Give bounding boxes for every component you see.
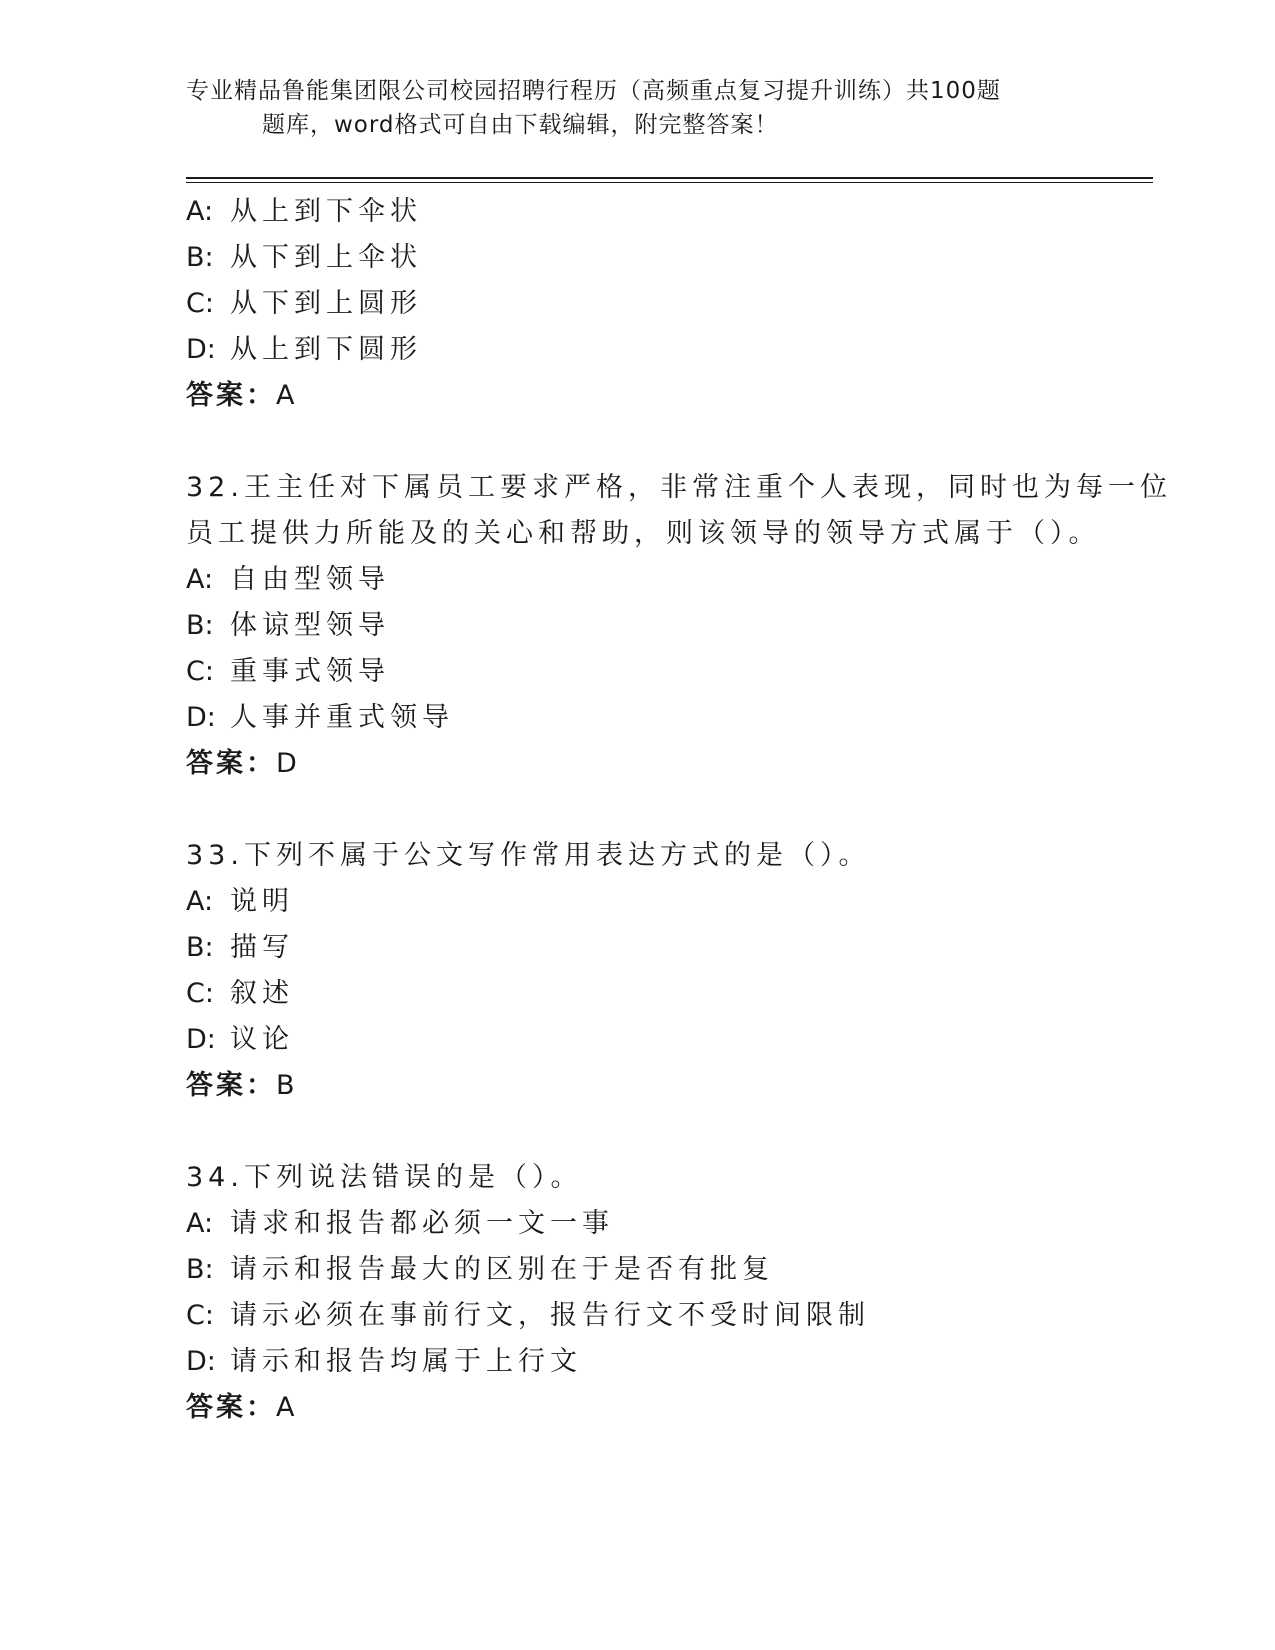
question-text: 33.下列不属于公文写作常用表达方式的是（）。 bbox=[186, 840, 871, 871]
option-d bbox=[186, 1017, 1086, 1063]
option-c bbox=[186, 281, 1086, 327]
question-list bbox=[186, 189, 1172, 1431]
option-key: D: bbox=[186, 702, 216, 733]
question-spacer bbox=[186, 787, 1086, 833]
option-b bbox=[186, 1247, 1086, 1293]
option-text: 描写 bbox=[230, 932, 294, 963]
option-a bbox=[186, 189, 1086, 235]
option-a bbox=[186, 879, 1086, 925]
option-text: 体谅型领导 bbox=[230, 610, 390, 641]
option-a bbox=[186, 557, 1086, 603]
answer-value: A bbox=[276, 380, 297, 411]
option-key: C: bbox=[186, 1300, 214, 1331]
option-key: B: bbox=[186, 1254, 214, 1285]
option-key: A: bbox=[186, 886, 214, 917]
option-text: 请示和报告最大的区别在于是否有批复 bbox=[230, 1254, 774, 1285]
question-text: 32.王主任对下属员工要求严格，非常注重个人表现，同时也为每一位 bbox=[186, 472, 1172, 503]
option-key: D: bbox=[186, 1346, 216, 1377]
answer-label: 答案： bbox=[186, 1070, 276, 1101]
question-spacer bbox=[186, 1109, 1086, 1155]
question-32 bbox=[186, 465, 1172, 787]
question-spacer bbox=[186, 419, 1086, 465]
answer-line bbox=[186, 1063, 1086, 1109]
option-text: 说明 bbox=[230, 886, 294, 917]
document-title-line-1: 专业精品鲁能集团限公司校园招聘行程历（高频重点复习提升训练）共100题 bbox=[186, 78, 1001, 104]
answer-line bbox=[186, 373, 1086, 419]
answer-label: 答案： bbox=[186, 748, 276, 779]
option-b bbox=[186, 235, 1086, 281]
option-a bbox=[186, 1201, 1086, 1247]
answer-value: B bbox=[276, 1070, 297, 1101]
option-text: 议论 bbox=[230, 1024, 294, 1055]
option-d bbox=[186, 327, 1086, 373]
question-33 bbox=[186, 833, 1086, 1109]
option-d bbox=[186, 1339, 1086, 1385]
document-header bbox=[186, 74, 1066, 142]
option-key: A: bbox=[186, 564, 214, 595]
header-divider-thick bbox=[186, 177, 1153, 179]
document-title-line-2: 题库，word格式可自由下载编辑，附完整答案！ bbox=[262, 112, 779, 138]
option-b bbox=[186, 603, 1086, 649]
option-key: D: bbox=[186, 334, 216, 365]
option-c bbox=[186, 1293, 1086, 1339]
option-key: A: bbox=[186, 196, 214, 227]
answer-line bbox=[186, 1385, 1086, 1431]
option-key: B: bbox=[186, 242, 214, 273]
option-text: 叙述 bbox=[230, 978, 294, 1009]
header-divider-thin bbox=[186, 182, 1153, 183]
option-text: 从下到上伞状 bbox=[230, 242, 422, 273]
option-key: A: bbox=[186, 1208, 214, 1239]
option-key: C: bbox=[186, 288, 214, 319]
option-c bbox=[186, 971, 1086, 1017]
question-31 bbox=[186, 189, 1086, 419]
option-text: 从上到下伞状 bbox=[230, 196, 422, 227]
answer-line bbox=[186, 741, 1086, 787]
option-b bbox=[186, 925, 1086, 971]
answer-value: D bbox=[276, 748, 299, 779]
option-text: 从下到上圆形 bbox=[230, 288, 422, 319]
option-text: 请示必须在事前行文，报告行文不受时间限制 bbox=[230, 1300, 870, 1331]
question-text: 员工提供力所能及的关心和帮助，则该领导的领导方式属于（）。 bbox=[186, 518, 1101, 549]
option-text: 请示和报告均属于上行文 bbox=[230, 1346, 582, 1377]
option-text: 请求和报告都必须一文一事 bbox=[230, 1208, 614, 1239]
option-key: D: bbox=[186, 1024, 216, 1055]
answer-label: 答案： bbox=[186, 1392, 276, 1423]
answer-value: A bbox=[276, 1392, 297, 1423]
question-34 bbox=[186, 1155, 1086, 1431]
option-text: 自由型领导 bbox=[230, 564, 390, 595]
answer-label: 答案： bbox=[186, 380, 276, 411]
option-key: B: bbox=[186, 932, 214, 963]
option-text: 从上到下圆形 bbox=[230, 334, 422, 365]
option-text: 人事并重式领导 bbox=[230, 702, 454, 733]
option-key: C: bbox=[186, 656, 214, 687]
option-key: C: bbox=[186, 978, 214, 1009]
option-text: 重事式领导 bbox=[230, 656, 390, 687]
option-key: B: bbox=[186, 610, 214, 641]
option-c bbox=[186, 649, 1086, 695]
option-d bbox=[186, 695, 1086, 741]
question-text: 34.下列说法错误的是（）。 bbox=[186, 1162, 583, 1193]
